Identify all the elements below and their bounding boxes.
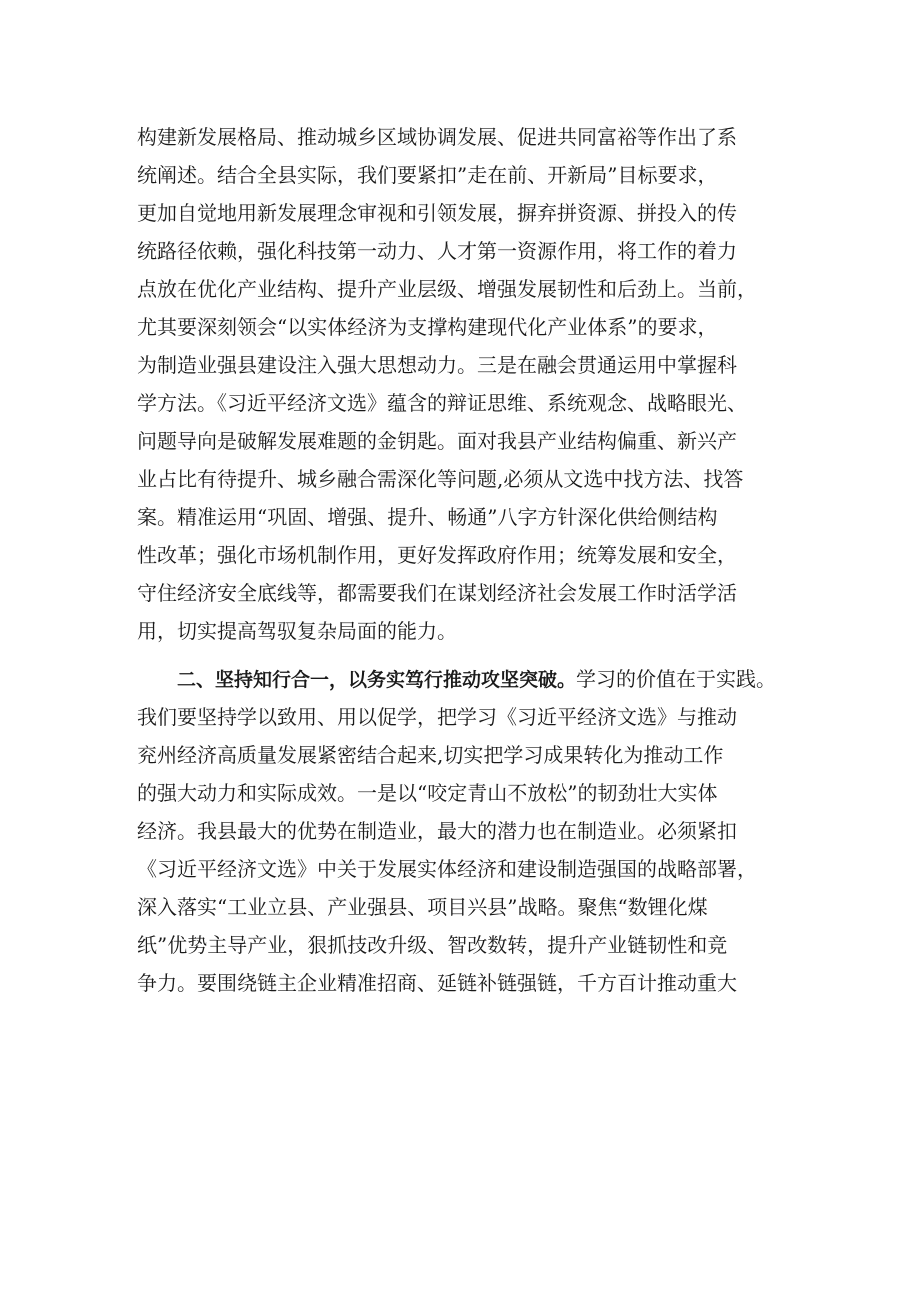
text-line: 的强大动力和实际成效。一是以“咬定青山不放松”的韧劲壮大实体 xyxy=(137,781,718,805)
text-line: 纸”优势主导产业，狠抓技改升级、智改数转，提升产业链韧性和竞 xyxy=(137,933,728,957)
text-line: 更加自觉地用新发展理念审视和引领发展，摒弃拼资源、拼投入的传 xyxy=(137,201,737,225)
paragraph-spacer xyxy=(137,650,797,660)
text-line: 统路径依赖，强化科技第一动力、人才第一资源作用，将工作的着力 xyxy=(137,239,737,263)
text-line: 为制造业强县建设注入强大思想动力。三是在融会贯通运用中掌握科 xyxy=(137,353,737,377)
text-line: 尤其要深刻领会“以实体经济为支撑构建现代化产业体系”的要求， xyxy=(137,315,718,339)
text-line: 深入落实“工业立县、产业强县、项目兴县”战略。聚焦“数锂化煤 xyxy=(137,895,708,919)
text-line: 学方法。《习近平经济文选》蕴含的辩证思维、系统观念、战略眼光、 xyxy=(137,391,747,415)
paragraph-1 xyxy=(137,118,797,650)
text-line: 兖州经济高质量发展紧密结合起来,切实把学习成果转化为推动工作 xyxy=(137,743,724,767)
text-line: 业占比有待提升、城乡融合需深化等问题,必须从文选中找方法、找答 xyxy=(137,467,744,491)
document-body xyxy=(137,118,797,1002)
text-line: 用，切实提高驾驭复杂局面的能力。 xyxy=(137,619,457,643)
text-line: 点放在优化产业结构、提升产业层级、增强发展韧性和后劲上。当前， xyxy=(137,277,757,301)
text-line: 构建新发展格局、推动城乡区域协调发展、促进共同富裕等作出了系 xyxy=(137,125,737,149)
section-heading: 二、坚持知行合一，以务实笃行推动攻坚突破。 xyxy=(177,669,577,691)
text-line: 争力。要围绕链主企业精准招商、延链补链强链，千方百计推动重大 xyxy=(137,971,737,995)
text-line: 性改革；强化市场机制作用，更好发挥政府作用；统筹发展和安全， xyxy=(137,543,737,567)
paragraph-2 xyxy=(137,660,797,1002)
text-line: 《习近平经济文选》中关于发展实体经济和建设制造强国的战略部署， xyxy=(137,857,757,881)
text-line: 案。精准运用“巩固、增强、提升、畅通”八字方针深化供给侧结构 xyxy=(137,505,718,529)
text-line: 我们要坚持学以致用、用以促学，把学习《习近平经济文选》与推动 xyxy=(137,705,737,729)
section-heading-continuation: 学习的价值在于实践。 xyxy=(576,667,777,691)
text-line: 守住经济安全底线等，都需要我们在谋划经济社会发展工作时活学活 xyxy=(137,581,737,605)
text-line: 统阐述。结合全县实际，我们要紧扣”走在前、开新局”目标要求， xyxy=(137,163,718,187)
text-line: 经济。我县最大的优势在制造业，最大的潜力也在制造业。必须紧扣 xyxy=(137,819,737,843)
section-heading-line xyxy=(137,660,797,698)
text-line: 问题导向是破解发展难题的金钥匙。面对我县产业结构偏重、新兴产 xyxy=(137,429,737,453)
